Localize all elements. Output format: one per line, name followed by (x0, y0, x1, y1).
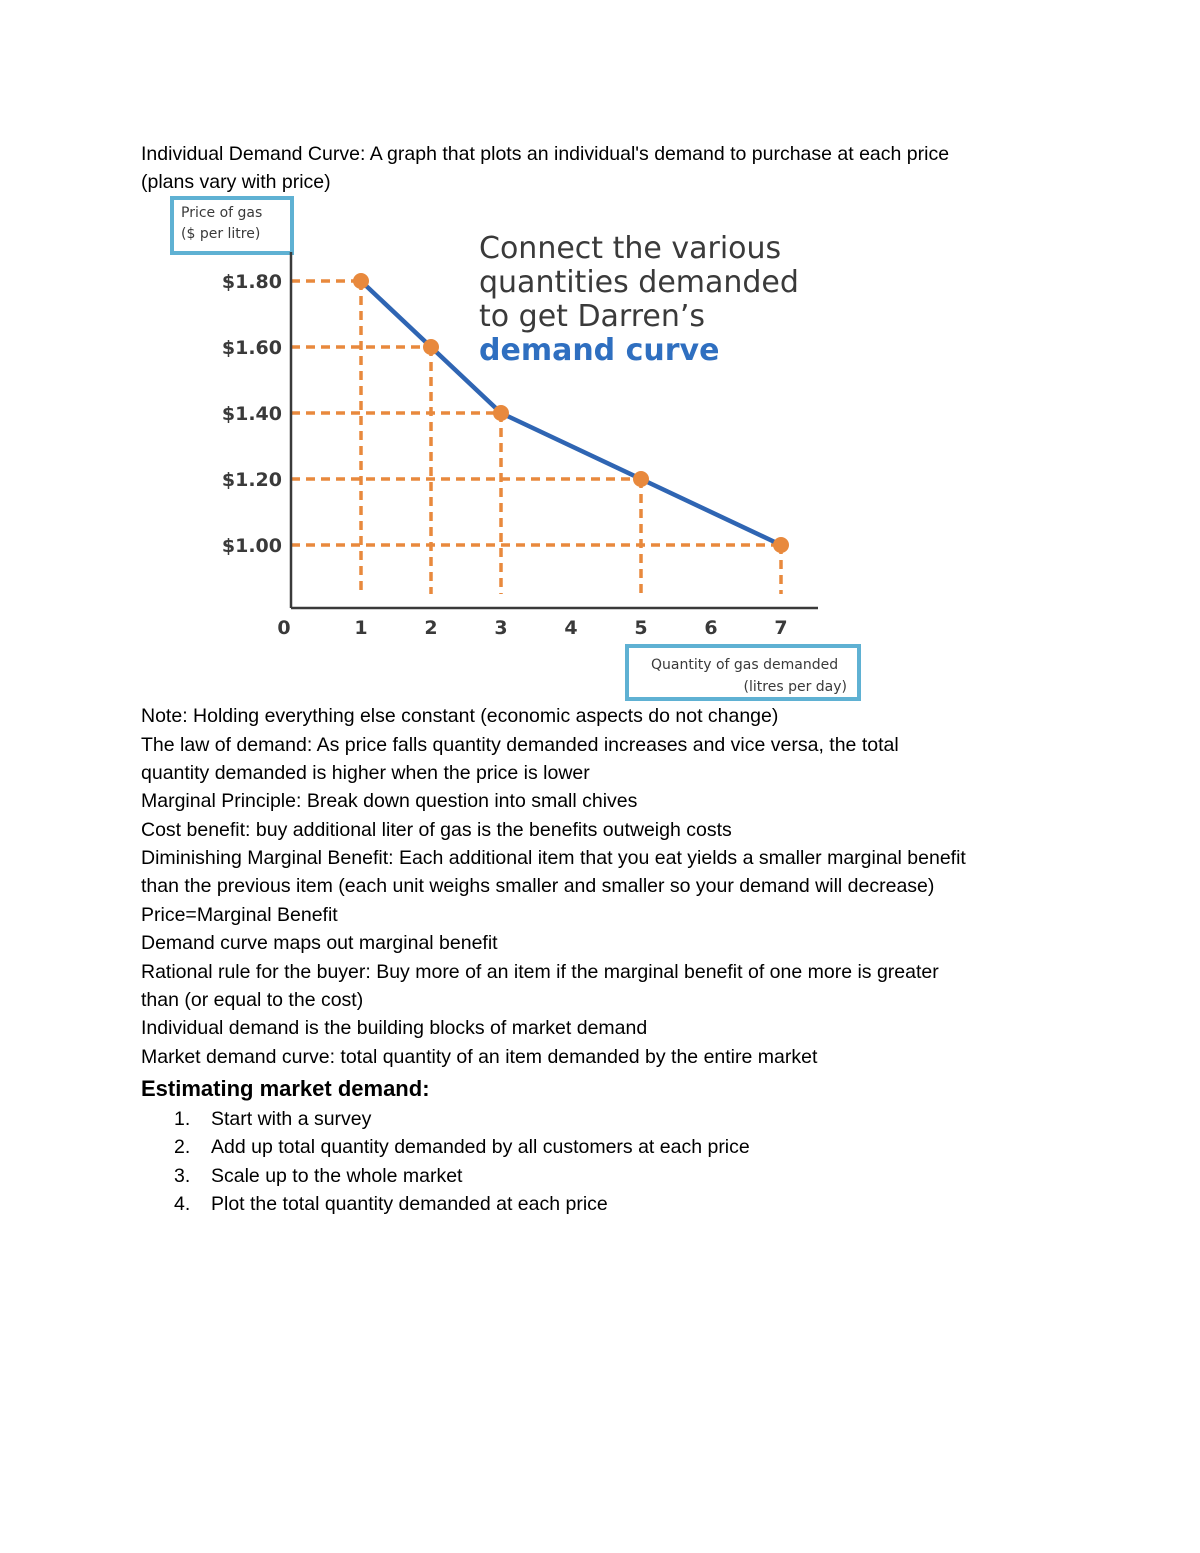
list-number: 2. (174, 1136, 191, 1158)
list-text: Plot the total quantity demanded at each price (211, 1193, 608, 1215)
note-line-3: quantity demanded is higher when the price is lower (141, 762, 590, 784)
x-tick-label: 7 (774, 617, 788, 639)
annotation-line-3: to get Darren’s (479, 299, 706, 334)
x-axis-label-line-2: (litres per day) (743, 679, 847, 695)
list-number: 4. (174, 1193, 191, 1215)
list-number: 1. (174, 1108, 191, 1130)
list-number: 3. (174, 1165, 191, 1187)
x-tick-label: 3 (494, 617, 508, 639)
y-axis-label-line-1: Price of gas (181, 205, 263, 221)
x-tick-label: 1 (354, 617, 368, 639)
annotation-highlight: demand curve (479, 333, 720, 368)
list-text: Start with a survey (211, 1108, 372, 1130)
intro-line-1: Individual Demand Curve: A graph that plots an individual's demand to purchase at each price (141, 143, 950, 165)
data-point (423, 339, 439, 355)
y-tick-label: $1.00 (221, 535, 282, 557)
note-line-5: Cost benefit: buy additional liter of gas is the benefits outweigh costs (141, 819, 732, 841)
list-item (174, 1190, 608, 1218)
annotation-line-2: quantities demanded (479, 265, 799, 300)
x-tick-label: 4 (564, 617, 578, 639)
note-line-12: Individual demand is the building blocks of market demand (141, 1017, 648, 1039)
x-axis-label-line-1: Quantity of gas demanded (651, 657, 839, 673)
x-tick-label: 0 (277, 617, 291, 639)
note-line-7: than the previous item (each unit weighs smaller and smaller so your demand will decrease) (141, 875, 935, 897)
note-line-2: The law of demand: As price falls quantity demanded increases and vice versa, the total (141, 734, 899, 756)
note-line-8: Price=Marginal Benefit (141, 904, 338, 926)
note-line-6: Diminishing Marginal Benefit: Each additional item that you eat yields a smaller marginal benefit (141, 847, 966, 869)
list-text: Add up total quantity demanded by all customers at each price (211, 1136, 750, 1158)
note-line-9: Demand curve maps out marginal benefit (141, 932, 498, 954)
data-point (633, 471, 649, 487)
note-line-13: Market demand curve: total quantity of an item demanded by the entire market (141, 1046, 818, 1068)
list-item (174, 1162, 462, 1190)
x-tick-label: 2 (424, 617, 438, 639)
note-line-10: Rational rule for the buyer: Buy more of an item if the marginal benefit of one more is greater (141, 961, 939, 983)
y-tick-label: $1.80 (221, 271, 282, 293)
intro-line-2: (plans vary with price) (141, 171, 331, 193)
annotation-line-1: Connect the various (479, 231, 782, 266)
x-tick-labels (277, 617, 787, 639)
y-tick-label: $1.60 (221, 337, 282, 359)
y-tick-label: $1.20 (221, 469, 282, 491)
y-tick-labels (222, 271, 282, 557)
y-axis-label-line-2: ($ per litre) (181, 226, 261, 242)
note-line-4: Marginal Principle: Break down question into small chives (141, 790, 638, 812)
list-text: Scale up to the whole market (211, 1165, 463, 1187)
list-item (174, 1133, 750, 1161)
note-line-11: than (or equal to the cost) (141, 989, 364, 1011)
estimating-heading: Estimating market demand: (141, 1076, 430, 1101)
data-point (353, 273, 369, 289)
note-line-1: Note: Holding everything else constant (economic aspects do not change) (141, 705, 779, 727)
data-point (493, 405, 509, 421)
list-item (174, 1105, 371, 1133)
x-tick-label: 6 (704, 617, 718, 639)
data-point (773, 537, 789, 553)
y-tick-label: $1.40 (221, 403, 282, 425)
x-tick-label: 5 (634, 617, 648, 639)
